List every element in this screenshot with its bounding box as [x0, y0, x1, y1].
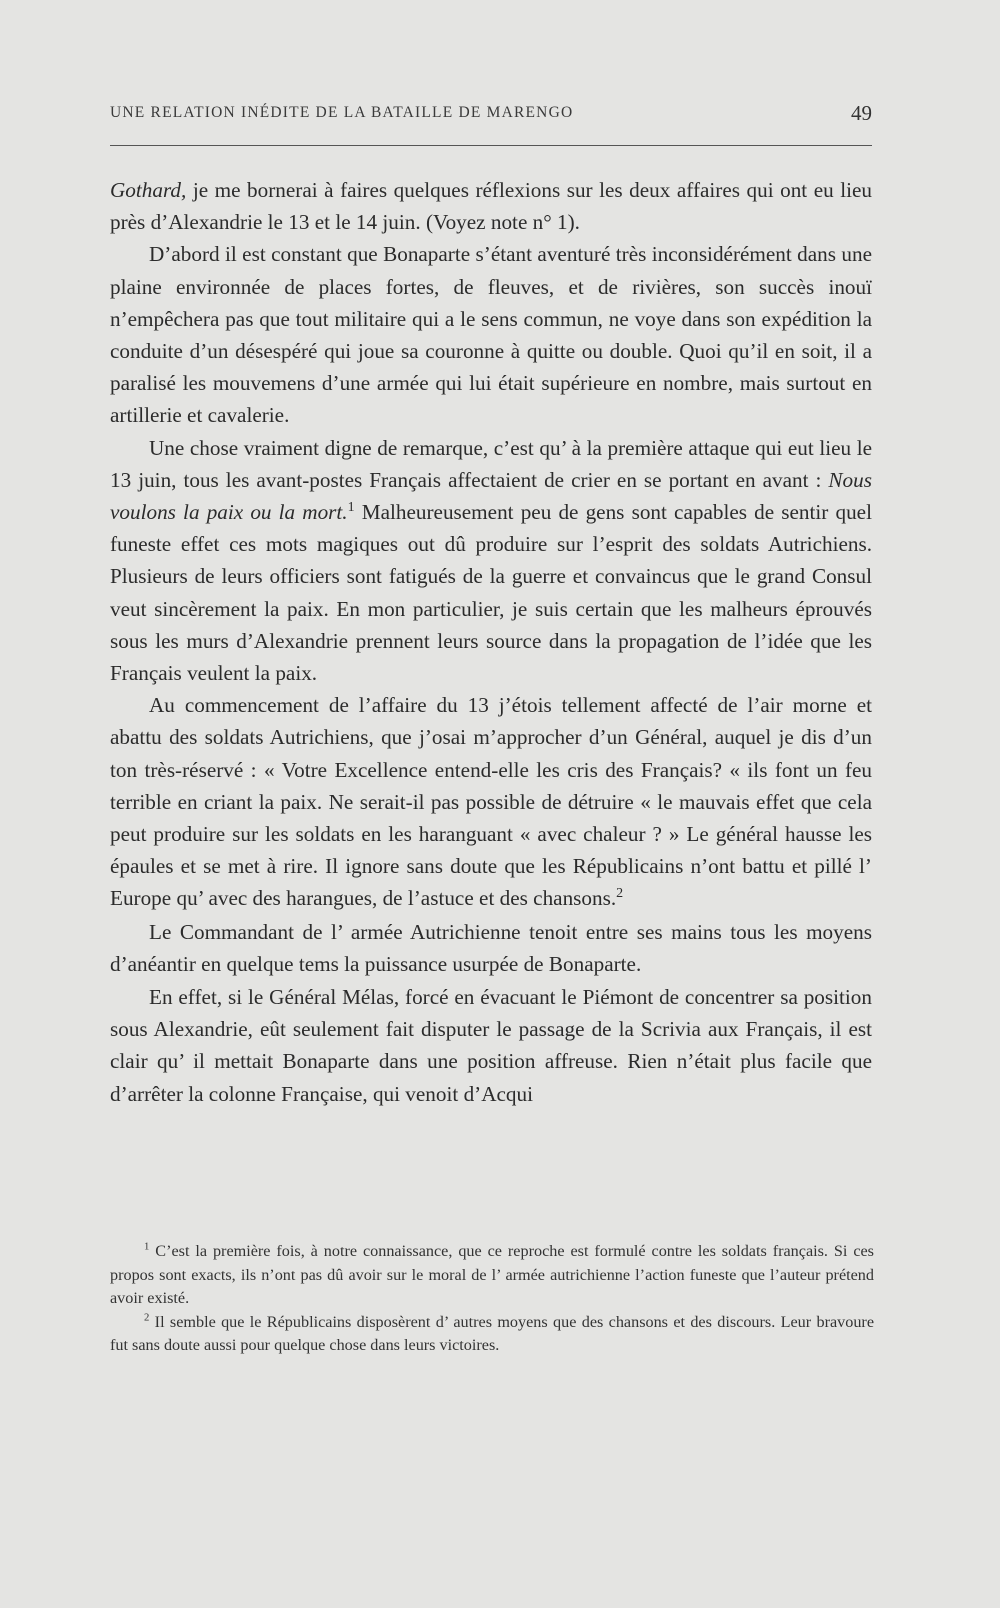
- running-title: UNE RELATION INÉDITE DE LA BATAILLE DE MARENGO: [110, 104, 574, 121]
- header-rule: [110, 145, 872, 146]
- paragraph-4: [110, 689, 872, 914]
- paragraph-1: [110, 174, 872, 238]
- footnote-2: [110, 1311, 874, 1358]
- paragraph-3-text-after: Malheureusement peu de gens sont capables de sentir quel funeste effet ces mots magiques out dû produire sur l’esprit des soldats Autrichiens. Plusieurs de leurs officiers sont fatigués de la guerre et convaincus que le grand Consul veut sincèrement la paix. En mon particulier, je suis certain que les malheurs éprouvés sous les murs d’Alexandrie prennent leurs source dans la propagation de l’idée que les Français veulent la paix.: [110, 500, 872, 686]
- footnote-1-text: C’est la première fois, à notre connaissance, que ce reproche est formulé contre les soldats français. Si ces propos sont exacts, ils n’ont pas dû avoir sur le moral de l’ armée autrichienne l’action funeste que l’auteur prétend avoir existé.: [110, 1242, 874, 1308]
- paragraph-5: [110, 916, 872, 980]
- paragraph-4-text: Au commencement de l’affaire du 13 j’étois tellement affecté de l’air morne et abattu des soldats Autrichiens, que j’osai m’approcher d’un Général, auquel je dis d’un ton très-réservé : « Votre Excellence entend-elle les cris des Français? « ils font un feu terrible en criant la paix. Ne serait-il pas possible de détruire « le mauvais effet que cela peut produire sur les soldats en les haranguant « avec chaleur ? » Le général hausse les épaules et se met à rire. Il ignore sans doute que les Républicains n’ont battu et pillé l’ Europe qu’ avec des harangues, de l’astuce et des chansons.: [110, 693, 872, 911]
- italic-place-name: Gothard,: [110, 178, 187, 202]
- main-text: [110, 174, 872, 1110]
- footnotes: [110, 1240, 874, 1358]
- paragraph-6-text: En effet, si le Général Mélas, forcé en évacuant le Piémont de concentrer sa position sous Alexandrie, eût seulement fait disputer le passage de la Scrivia aux Français, il est clair qu’ il mettait Bonaparte dans une position affreuse. Rien n’était plus facile que d’arrêter la colonne Française, qui venoit d’Acqui: [110, 985, 872, 1106]
- footnote-1: [110, 1240, 874, 1311]
- paragraph-5-text: Le Commandant de l’ armée Autrichienne tenoit entre ses mains tous les moyens d’anéantir en quelque tems la puissance usurpée de Bonaparte.: [110, 919, 872, 976]
- italic-quote: Nous voulons la paix ou la mort.: [110, 467, 872, 525]
- page-header: [0, 101, 1000, 134]
- footnote-ref-2[interactable]: 2: [616, 886, 624, 902]
- paragraph-1-text: je me bornerai à faires quelques réflexions sur les deux affaires qui ont eu lieu près d’Alexandrie le 13 et le 14 juin. (Voyez note n° 1).: [110, 178, 872, 235]
- paragraph-6: [110, 981, 872, 1110]
- page-number: 49: [851, 101, 872, 125]
- paragraph-2-text: D’abord il est constant que Bonaparte s’étant aventuré très inconsidérément dans une plaine environnée de places fortes, de fleuves, et de rivières, son succès inouï n’empêchera pas que tout militaire qui a le sens commun, ne voye dans son expédition la conduite d’un désespéré qui joue sa couronne à quitte ou double. Quoi qu’il en soit, il a paralisé les mouvemens d’une armée qui lui était supérieure en nombre, mais surtout en artillerie et cavalerie.: [110, 242, 872, 428]
- paragraph-3: [110, 432, 872, 690]
- footnote-2-text: Il semble que le Républicains disposèrent d’ autres moyens que des chansons et des discours. Leur bravoure fut sans doute aussi pour quelque chose dans leurs victoires.: [110, 1312, 874, 1355]
- paragraph-3-text-before: Une chose vraiment digne de remarque, c’est qu’ à la première attaque qui eut lieu le 13 juin, tous les avant-postes Français affectaient de crier en se portant en avant :: [110, 435, 872, 492]
- footnote-ref-1[interactable]: 1: [347, 499, 355, 515]
- footnote-mark-1: 1: [144, 1240, 150, 1253]
- paragraph-2: [110, 238, 872, 431]
- footnote-mark-2: 2: [144, 1311, 150, 1324]
